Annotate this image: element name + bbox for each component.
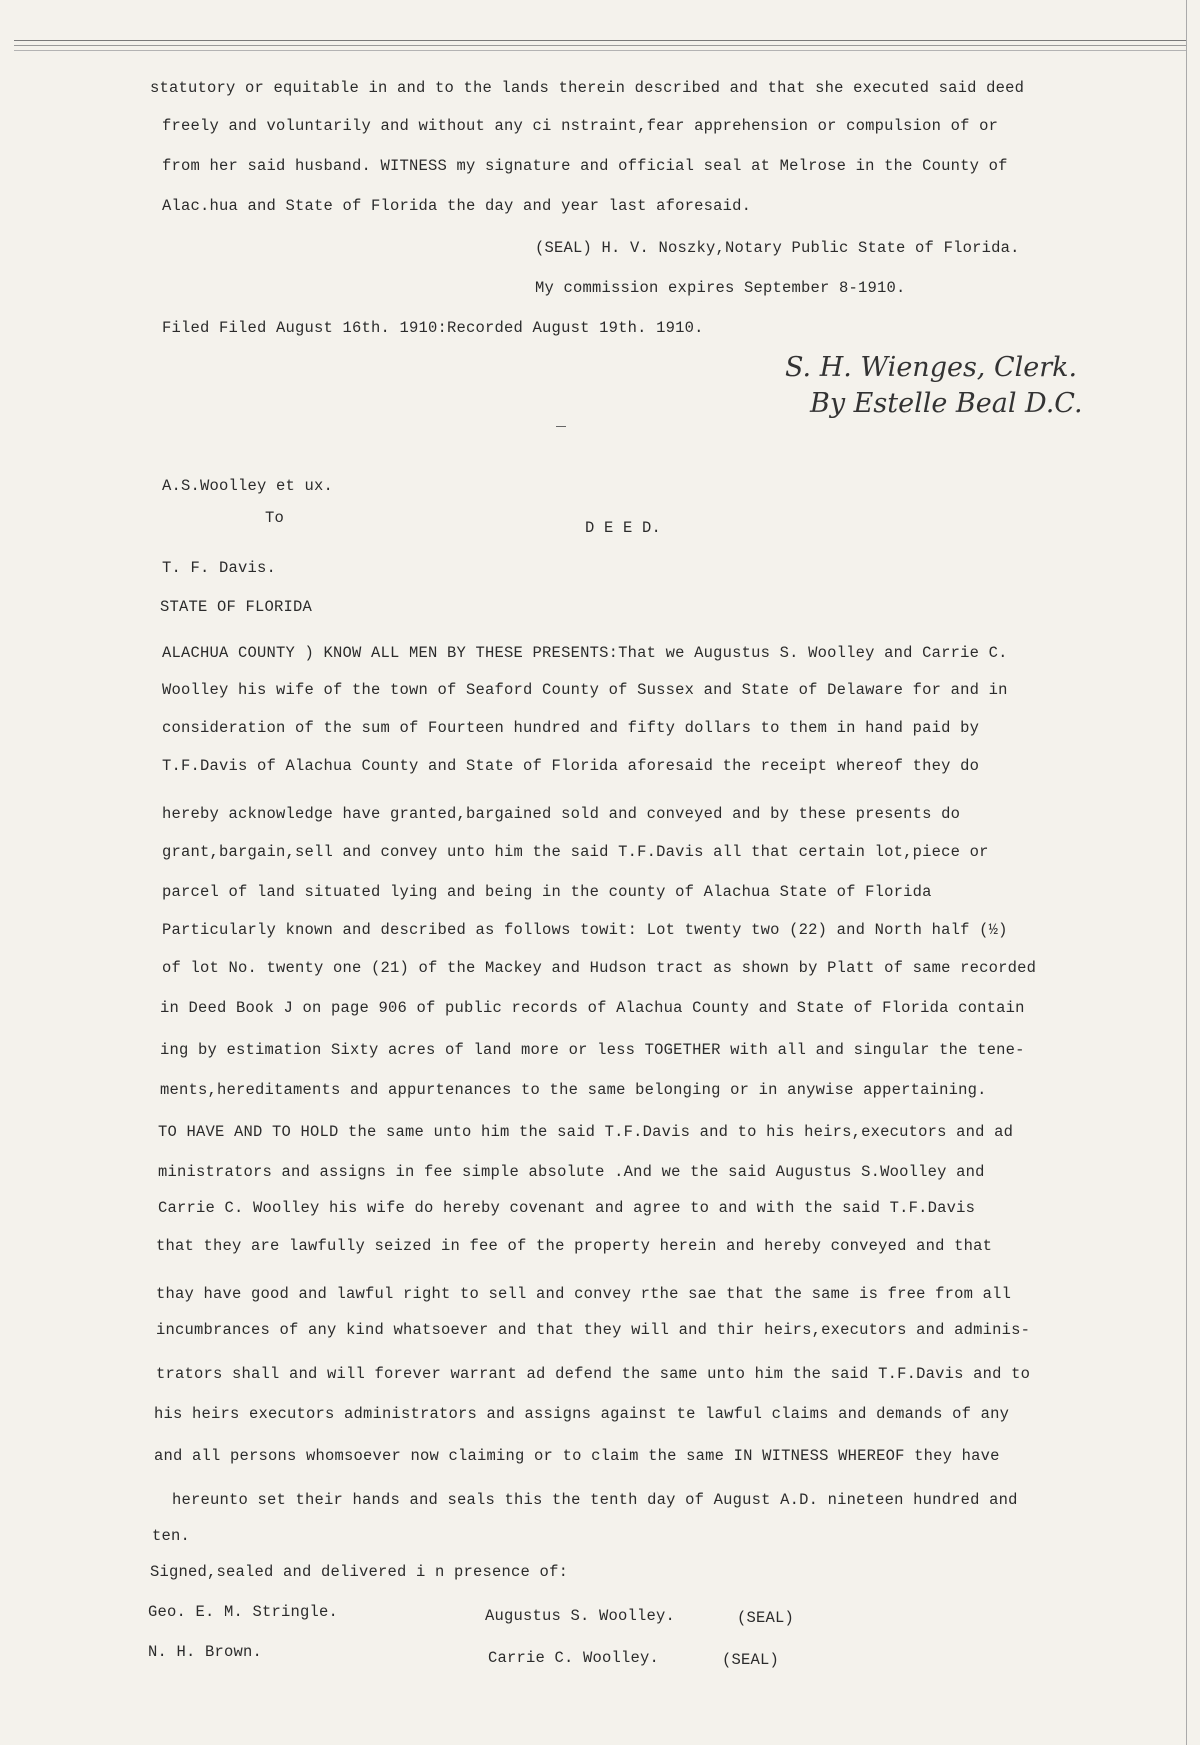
text-line: Filed Filed August 16th. 1910:Recorded August 19th. 1910.	[162, 319, 704, 337]
text-line: ing by estimation Sixty acres of land more or less TOGETHER with all and singular the tene-	[160, 1041, 1025, 1059]
text-line: T. F. Davis.	[162, 559, 277, 577]
text-line: D E E D.	[585, 519, 662, 537]
text-line: ministrators and assigns in fee simple absolute .And we the said Augustus S.Woolley and	[158, 1163, 985, 1181]
text-line: T.F.Davis of Alachua County and State of Florida aforesaid the receipt whereof they do	[162, 757, 980, 775]
text-line: Alac.hua and State of Florida the day and year last aforesaid.	[162, 197, 752, 215]
text-line: incumbrances of any kind whatsoever and that they will and thir heirs,executors and adminis-	[156, 1321, 1031, 1339]
text-line: freely and voluntarily and without any ci nstraint,fear apprehension or compulsion of or	[162, 117, 999, 135]
top-rule	[14, 40, 1186, 41]
text-line: grant,bargain,sell and convey unto him the said T.F.Davis all that certain lot,piece or	[162, 843, 989, 861]
text-line: Augustus S. Woolley.	[485, 1607, 676, 1625]
text-line: that they are lawfully seized in fee of the property herein and hereby conveyed and that	[156, 1237, 993, 1255]
clerk-signature-line-1: S. H. Wienges, Clerk.	[785, 352, 1078, 383]
text-line: (SEAL)	[737, 1609, 795, 1627]
text-line: consideration of the sum of Fourteen hundred and fifty dollars to them in hand paid by	[162, 719, 980, 737]
text-line: To	[265, 509, 285, 527]
text-line: N. H. Brown.	[148, 1643, 263, 1661]
text-line: (SEAL) H. V. Noszky,Notary Public State of Florida.	[535, 239, 1020, 257]
text-line: STATE OF FLORIDA	[160, 598, 313, 616]
text-line: ALACHUA COUNTY ) KNOW ALL MEN BY THESE PRESENTS:That we Augustus S. Woolley and Carrie C.	[162, 644, 1008, 662]
text-line: Woolley his wife of the town of Seaford County of Sussex and State of Delaware for and in	[162, 681, 1008, 699]
text-line: of lot No. twenty one (21) of the Mackey and Hudson tract as shown by Platt of same recorded	[162, 959, 1037, 977]
text-line: statutory or equitable in and to the lands therein described and that she executed said deed	[150, 79, 1025, 97]
text-line: Particularly known and described as follows towit: Lot twenty two (22) and North half (½)	[162, 921, 1008, 939]
text-line: A.S.Woolley et ux.	[162, 477, 334, 495]
text-line: (SEAL)	[722, 1651, 780, 1669]
text-line: Signed,sealed and delivered i n presence of:	[150, 1563, 569, 1581]
text-line: TO HAVE AND TO HOLD the same unto him the said T.F.Davis and to his heirs,executors and ad	[158, 1123, 1014, 1141]
top-rule	[14, 45, 1186, 46]
text-line: ten.	[152, 1527, 191, 1545]
text-line: his heirs executors administrators and assigns against te lawful claims and demands of any	[154, 1405, 1010, 1423]
text-line: trators shall and will forever warrant ad defend the same unto him the said T.F.Davis and to	[156, 1365, 1031, 1383]
right-margin-rule	[1186, 0, 1187, 1745]
text-line: and all persons whomsoever now claiming or to claim the same IN WITNESS WHEREOF they have	[154, 1447, 1000, 1465]
separator-mark	[556, 426, 566, 427]
top-rule	[14, 50, 1186, 51]
text-line: hereby acknowledge have granted,bargained sold and conveyed and by these presents do	[162, 805, 961, 823]
text-line: Geo. E. M. Stringle.	[148, 1603, 339, 1621]
text-line: thay have good and lawful right to sell and convey rthe sae that the same is free from all	[156, 1285, 1012, 1303]
text-line: in Deed Book J on page 906 of public records of Alachua County and State of Florida contain	[160, 999, 1025, 1017]
text-line: Carrie C. Woolley.	[488, 1649, 660, 1667]
text-line: Carrie C. Woolley his wife do hereby covenant and agree to and with the said T.F.Davis	[158, 1199, 976, 1217]
text-line: parcel of land situated lying and being in the county of Alachua State of Florida	[162, 883, 932, 901]
text-line: from her said husband. WITNESS my signature and official seal at Melrose in the County of	[162, 157, 1008, 175]
clerk-signature-line-2: By Estelle Beal D.C.	[810, 388, 1083, 419]
text-line: ments,hereditaments and appurtenances to the same belonging or in anywise appertaining.	[160, 1081, 987, 1099]
text-line: My commission expires September 8-1910.	[535, 279, 906, 297]
text-line: hereunto set their hands and seals this the tenth day of August A.D. nineteen hundred and	[172, 1491, 1018, 1509]
